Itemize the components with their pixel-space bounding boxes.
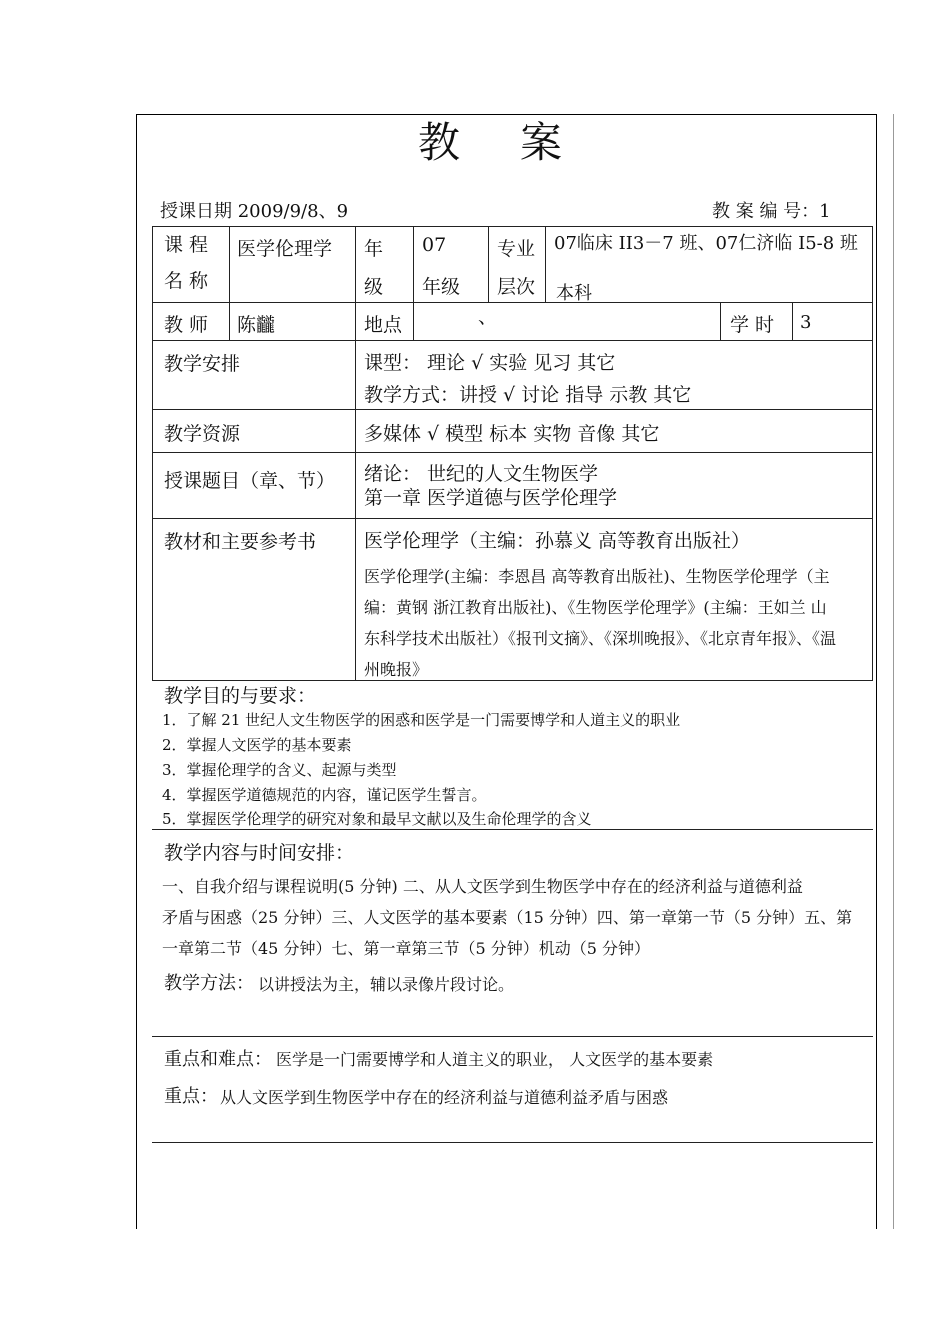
content-line: 矛盾与困惑（25 分钟）三、人文医学的基本要素（15 分钟）四、第一章第一节（5 分钟）五、第 bbox=[162, 908, 853, 927]
frame-right-border bbox=[876, 114, 877, 1229]
row-divider bbox=[152, 1036, 873, 1037]
major-classes: 07临床 II3－7 班、07仁济临 I5-8 班 bbox=[554, 233, 858, 254]
row-divider bbox=[152, 829, 873, 830]
focus-text: 从人文医学到生物医学中存在的经济利益与道德利益矛盾与困惑 bbox=[220, 1088, 669, 1107]
row-divider bbox=[152, 340, 873, 341]
topic-label: 授课题目（章、节） bbox=[164, 470, 336, 492]
keypoints-label: 重点和难点： bbox=[164, 1049, 272, 1070]
row-divider bbox=[152, 518, 873, 519]
reference-line: 东科学技术出版社）《报刊文摘》、《深圳晚报》、《北京青年报》、《温 bbox=[364, 629, 837, 648]
frame-left-border bbox=[136, 114, 137, 1229]
method-label: 教学方法： bbox=[164, 973, 254, 994]
content-heading: 教学内容与时间安排： bbox=[164, 842, 355, 864]
objective-item: 3．掌握伦理学的含义、起源与类型 bbox=[162, 761, 397, 779]
objective-item: 1．了解 21 世纪人文生物医学的困惑和医学是一门需要博学和人道主义的职业 bbox=[162, 711, 681, 729]
resources-line: 多媒体 √ 模型 标本 实物 音像 其它 bbox=[364, 423, 660, 445]
teaching-method-line: 教学方式：讲授 √ 讨论 指导 示教 其它 bbox=[364, 384, 692, 406]
col-divider bbox=[229, 226, 230, 340]
doc-title-char-2: 案 bbox=[520, 118, 564, 167]
grade-value-line1: 07 bbox=[422, 234, 447, 256]
col-divider bbox=[413, 226, 414, 340]
teacher-name: 陈龖 bbox=[237, 314, 276, 336]
row-divider bbox=[152, 302, 873, 303]
content-line: 一、自我介绍与课程说明(5 分钟) 二、从人文医学到生物医学中存在的经济利益与道德利益 bbox=[162, 877, 803, 896]
main-textbook: 医学伦理学（主编：孙慕义 高等教育出版社） bbox=[364, 530, 751, 552]
col-divider bbox=[792, 302, 793, 340]
col-divider bbox=[488, 226, 489, 302]
objectives-heading: 教学目的与要求： bbox=[164, 685, 317, 707]
place-value: 、 bbox=[478, 306, 498, 328]
keypoints-text: 医学是一门需要博学和人道主义的职业， 人文医学的基本要素 bbox=[276, 1050, 714, 1069]
doc-title-char-1: 教 bbox=[418, 118, 462, 167]
col-divider bbox=[355, 226, 356, 680]
topic-line-1: 绪论： 世纪的人文生物医学 bbox=[364, 463, 599, 485]
reference-line: 编：黄钢 浙江教育出版社)、《生物医学伦理学》(主编：王如兰 山 bbox=[364, 598, 827, 617]
lesson-type-line: 课型： 理论 √ 实验 见习 其它 bbox=[364, 352, 616, 374]
objective-item: 2．掌握人文医学的基本要素 bbox=[162, 736, 352, 754]
col-divider bbox=[545, 226, 546, 302]
row-divider bbox=[152, 1142, 873, 1143]
grade-label-line1: 年 bbox=[364, 238, 384, 260]
major-level-label-line1: 专业 bbox=[497, 238, 536, 260]
objective-item: 4．掌握医学道德规范的内容，谨记医学生誓言。 bbox=[162, 786, 487, 804]
course-name-value: 医学伦理学 bbox=[237, 238, 333, 260]
place-label: 地点 bbox=[364, 314, 403, 336]
hours-value: 3 bbox=[800, 312, 812, 333]
row-divider bbox=[152, 409, 873, 410]
row-divider bbox=[152, 452, 873, 453]
major-level-label-line2: 层次 bbox=[497, 276, 536, 298]
col-divider bbox=[720, 302, 721, 340]
content-line: 一章第二节（45 分钟）七、第一章第三节（5 分钟）机动（5 分钟） bbox=[162, 939, 650, 958]
topic-line-2: 第一章 医学道德与医学伦理学 bbox=[364, 487, 618, 509]
textbooks-label: 教材和主要参考书 bbox=[164, 531, 317, 553]
arrangement-label: 教学安排 bbox=[164, 353, 241, 375]
course-name-label-line1: 课 程 bbox=[164, 234, 209, 256]
table-right-border bbox=[872, 226, 873, 680]
grade-value-line2: 年级 bbox=[422, 276, 461, 298]
objective-item: 5．掌握医学伦理学的研究对象和最早文献以及生命伦理学的含义 bbox=[162, 810, 592, 828]
teacher-label: 教 师 bbox=[164, 314, 209, 336]
hours-label: 学 时 bbox=[730, 314, 775, 336]
major-level: 本科 bbox=[556, 283, 592, 304]
grade-label-line2: 级 bbox=[364, 276, 384, 298]
reference-line: 州晚报》 bbox=[364, 660, 429, 679]
resources-label: 教学资源 bbox=[164, 423, 241, 445]
method-text: 以讲授法为主，辅以录像片段讨论。 bbox=[258, 975, 515, 994]
table-top-border bbox=[152, 226, 873, 227]
table-left-border bbox=[152, 226, 153, 680]
teaching-date: 授课日期 2009/9/8、9 bbox=[160, 201, 349, 222]
reference-line: 医学伦理学(主编：李恩昌 高等教育出版社)、生物医学伦理学（主 bbox=[364, 567, 830, 586]
focus-label: 重点： bbox=[164, 1086, 218, 1107]
course-name-label-line2: 名 称 bbox=[164, 270, 209, 292]
plan-number: 教 案 编 号：1 bbox=[712, 201, 831, 222]
frame-top-border bbox=[136, 114, 877, 115]
page-edge-line bbox=[893, 114, 894, 1229]
